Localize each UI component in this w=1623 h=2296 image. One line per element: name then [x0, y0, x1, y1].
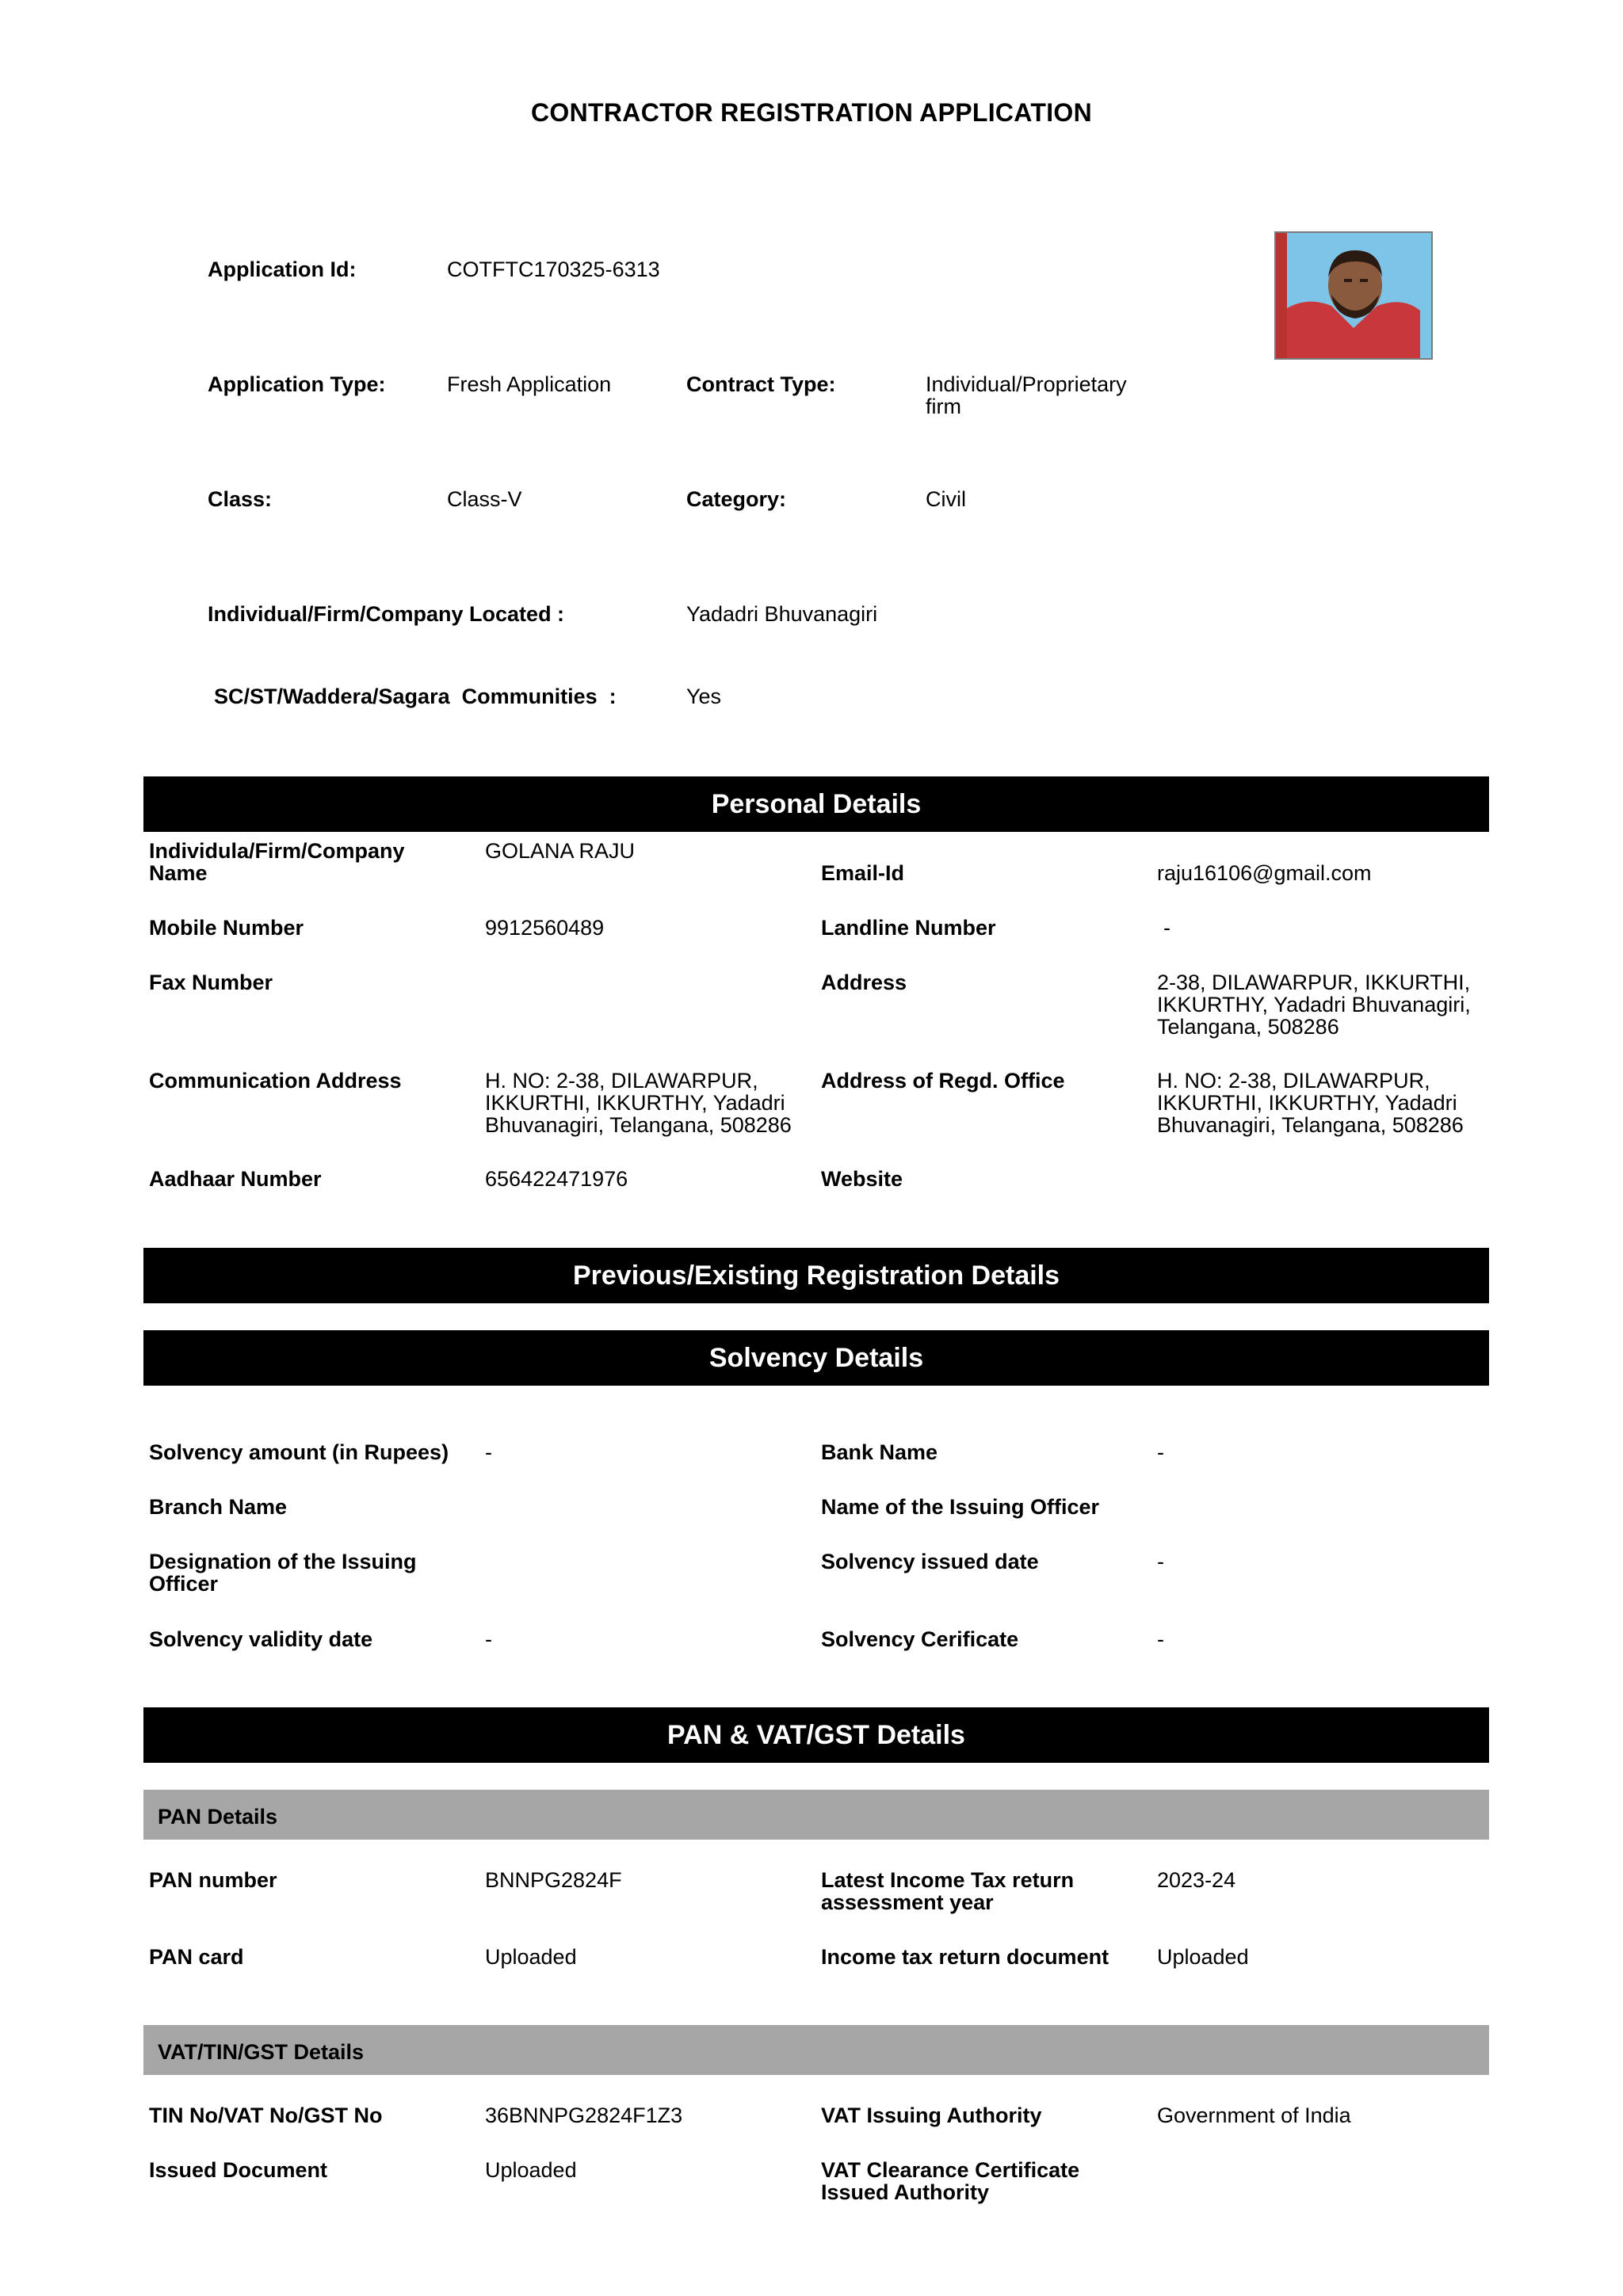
solvency-validity-label: Solvency validity date: [149, 1627, 373, 1651]
pan-number-value: BNNPG2824F: [485, 1868, 622, 1892]
solvency-certificate-value: -: [1157, 1627, 1164, 1651]
page-title: CONTRACTOR REGISTRATION APPLICATION: [531, 98, 1092, 127]
applicant-photo: [1274, 231, 1433, 360]
vat-clearance-label: VAT Clearance Certificate Issued Authority: [821, 2158, 1080, 2204]
designation-label: Designation of the Issuing Officer: [149, 1550, 417, 1596]
aadhaar-value: 656422471976: [485, 1167, 628, 1191]
person-photo-icon: [1276, 233, 1431, 358]
contract-type-label: Contract Type:: [686, 372, 836, 396]
email-label: Email-Id: [821, 861, 905, 885]
category-value: Civil: [926, 487, 966, 511]
mobile-label: Mobile Number: [149, 916, 304, 940]
landline-value: -: [1163, 916, 1170, 940]
solvency-amount-label: Solvency amount (in Rupees): [149, 1440, 449, 1464]
website-label: Website: [821, 1167, 903, 1191]
pan-card-value: Uploaded: [485, 1945, 577, 1969]
issued-document-label: Issued Document: [149, 2158, 328, 2182]
mobile-value: 9912560489: [485, 916, 605, 940]
solvency-validity-value: -: [485, 1627, 492, 1651]
fax-label: Fax Number: [149, 971, 273, 994]
communities-label: SC/ST/Waddera/Sagara Communities :: [214, 685, 617, 708]
vat-authority-label: VAT Issuing Authority: [821, 2103, 1042, 2127]
pan-number-label: PAN number: [149, 1868, 277, 1892]
class-value: Class-V: [447, 487, 522, 511]
class-label: Class:: [208, 487, 273, 511]
pan-vat-heading: PAN & VAT/GST Details: [143, 1707, 1489, 1763]
issuing-officer-label: Name of the Issuing Officer: [821, 1495, 1100, 1519]
contract-type-value: Individual/Proprietary firm: [926, 372, 1127, 418]
comm-address-label: Communication Address: [149, 1069, 402, 1093]
application-type-value: Fresh Application: [447, 372, 612, 396]
name-label: Individula/Firm/Company Name: [149, 839, 405, 885]
application-type-label: Application Type:: [208, 372, 386, 396]
bank-name-label: Bank Name: [821, 1440, 938, 1464]
previous-registration-heading: Previous/Existing Registration Details: [143, 1248, 1489, 1303]
category-label: Category:: [686, 487, 787, 511]
located-label: Individual/Firm/Company Located :: [208, 602, 565, 626]
it-doc-value: Uploaded: [1157, 1945, 1249, 1969]
it-year-value: 2023-24: [1157, 1868, 1236, 1892]
solvency-issued-date-label: Solvency issued date: [821, 1550, 1039, 1573]
located-value: Yadadri Bhuvanagiri: [686, 602, 878, 626]
pan-details-subheading: PAN Details: [143, 1790, 1489, 1840]
tin-value: 36BNNPG2824F1Z3: [485, 2103, 683, 2127]
address-label: Address: [821, 971, 907, 994]
aadhaar-label: Aadhaar Number: [149, 1167, 322, 1191]
landline-label: Landline Number: [821, 916, 996, 940]
bank-name-value: -: [1157, 1440, 1164, 1464]
address-value: 2-38, DILAWARPUR, IKKURTHI, IKKURTHY, Yadadri Bhuvanagiri, Telangana, 508286: [1157, 971, 1471, 1039]
solvency-certificate-label: Solvency Cerificate: [821, 1627, 1019, 1651]
tin-label: TIN No/VAT No/GST No: [149, 2103, 383, 2127]
issued-document-value: Uploaded: [485, 2158, 577, 2182]
name-value: GOLANA RAJU: [485, 839, 636, 863]
comm-address-value: H. NO: 2-38, DILAWARPUR, IKKURTHI, IKKURTHY, Yadadri Bhuvanagiri, Telangana, 508286: [485, 1069, 792, 1137]
branch-name-label: Branch Name: [149, 1495, 288, 1519]
email-value: raju16106@gmail.com: [1157, 861, 1372, 885]
vat-authority-value: Government of India: [1157, 2103, 1351, 2127]
regd-office-value: H. NO: 2-38, DILAWARPUR, IKKURTHI, IKKURTHY, Yadadri Bhuvanagiri, Telangana, 508286: [1157, 1069, 1464, 1137]
solvency-amount-value: -: [485, 1440, 492, 1464]
application-id-label: Application Id:: [208, 257, 357, 281]
solvency-details-heading: Solvency Details: [143, 1330, 1489, 1386]
regd-office-label: Address of Regd. Office: [821, 1069, 1065, 1093]
it-year-label: Latest Income Tax return assessment year: [821, 1868, 1075, 1914]
personal-details-heading: Personal Details: [143, 776, 1489, 832]
application-id-value: COTFTC170325-6313: [447, 257, 660, 281]
vat-details-subheading: VAT/TIN/GST Details: [143, 2025, 1489, 2075]
it-doc-label: Income tax return document: [821, 1945, 1109, 1969]
pan-card-label: PAN card: [149, 1945, 244, 1969]
communities-value: Yes: [686, 685, 722, 708]
solvency-issued-date-value: -: [1157, 1550, 1164, 1573]
